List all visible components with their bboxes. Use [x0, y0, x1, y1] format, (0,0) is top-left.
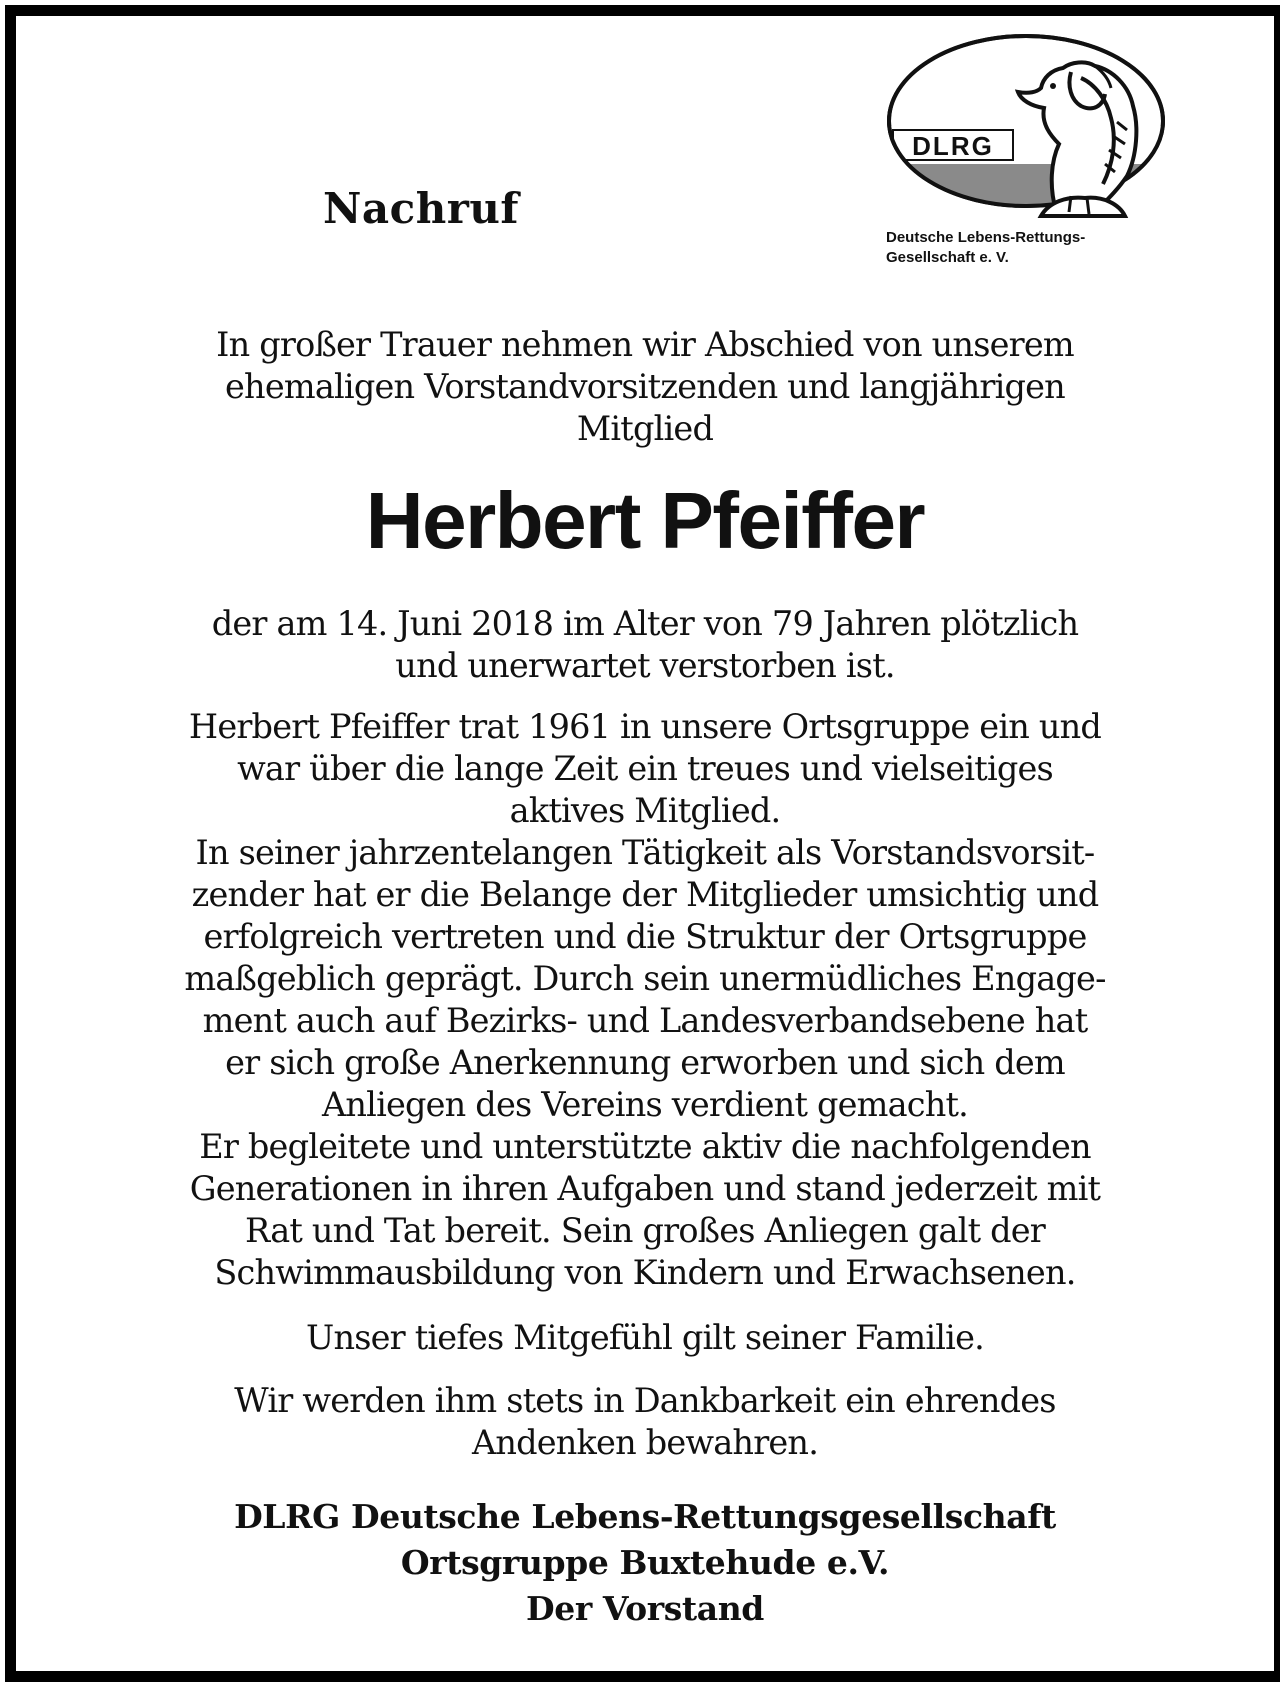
death-notice [76, 603, 1214, 687]
signature-line: Ortsgruppe Buxtehude e.V. [400, 1543, 890, 1582]
logo-caption [886, 228, 1085, 268]
logo-wordmark: DLRG [912, 131, 994, 161]
signature-block [76, 1494, 1214, 1632]
biography [76, 706, 1214, 1294]
deceased-name: Herbert Pfeiffer [365, 476, 925, 565]
biography-line: Generationen in ihren Aufgaben und stand jederzeit mit [189, 1169, 1101, 1208]
biography-line: aktives Mitglied. [509, 791, 781, 830]
memory-line: Wir werden ihm stets in Dankbarkeit ein ehrendes [234, 1381, 1056, 1420]
logo-caption-line1: Deutsche Lebens-Rettungs- [886, 229, 1086, 246]
biography-line: Er begleitete und unterstützte aktiv die nachfolgenden [199, 1127, 1091, 1166]
intro-text [76, 324, 1214, 450]
biography-line: er sich große Anerkennung erworben und sich dem [225, 1043, 1065, 1082]
sympathy-line: Unser tiefes Mitgefühl gilt seiner Familie. [306, 1318, 984, 1357]
signature-line: Der Vorstand [526, 1589, 764, 1628]
death-notice-line: der am 14. Juni 2018 im Alter von 79 Jahren plötzlich [211, 604, 1079, 643]
obituary-heading: Nachruf [323, 184, 519, 233]
biography-line: erfolgreich vertreten und die Struktur der Ortsgruppe [203, 917, 1087, 956]
death-notice-line: und unerwartet verstorben ist. [395, 646, 895, 685]
intro-line: ehemaligen Vorstandvorsitzenden und langjährigen [225, 367, 1065, 406]
biography-line: Anliegen des Vereins verdient gemacht. [321, 1085, 969, 1124]
biography-line: Herbert Pfeiffer trat 1961 in unsere Ortsgruppe ein und [188, 707, 1102, 746]
memory-line: Andenken bewahren. [471, 1423, 819, 1462]
logo-caption-line2: Gesellschaft e. V. [886, 249, 1009, 266]
memory-text [76, 1380, 1214, 1464]
biography-line: Schwimmausbildung von Kindern und Erwachsenen. [214, 1253, 1076, 1292]
biography-line: Rat und Tat bereit. Sein großes Anliegen galt der [245, 1211, 1045, 1250]
biography-line: maßgeblich geprägt. Durch sein unermüdliches Engage- [184, 959, 1106, 998]
obituary-content [16, 16, 1274, 1671]
intro-line: In großer Trauer nehmen wir Abschied von unserem [216, 325, 1074, 364]
biography-line: war über die lange Zeit ein treues und vielseitiges [237, 749, 1053, 788]
biography-line: zender hat er die Belange der Mitglieder umsichtig und [191, 875, 1099, 914]
signature-line: DLRG Deutsche Lebens-Rettungsgesellschaft [234, 1497, 1056, 1536]
biography-line: In seiner jahrzentelangen Tätigkeit als Vorstandsvorsit- [195, 833, 1095, 872]
obituary-frame [5, 5, 1280, 1682]
sympathy-text [76, 1317, 1214, 1359]
biography-line: ment auch auf Bezirks- und Landesverbandsebene hat [202, 1001, 1088, 1040]
intro-line: Mitglied [576, 409, 714, 448]
